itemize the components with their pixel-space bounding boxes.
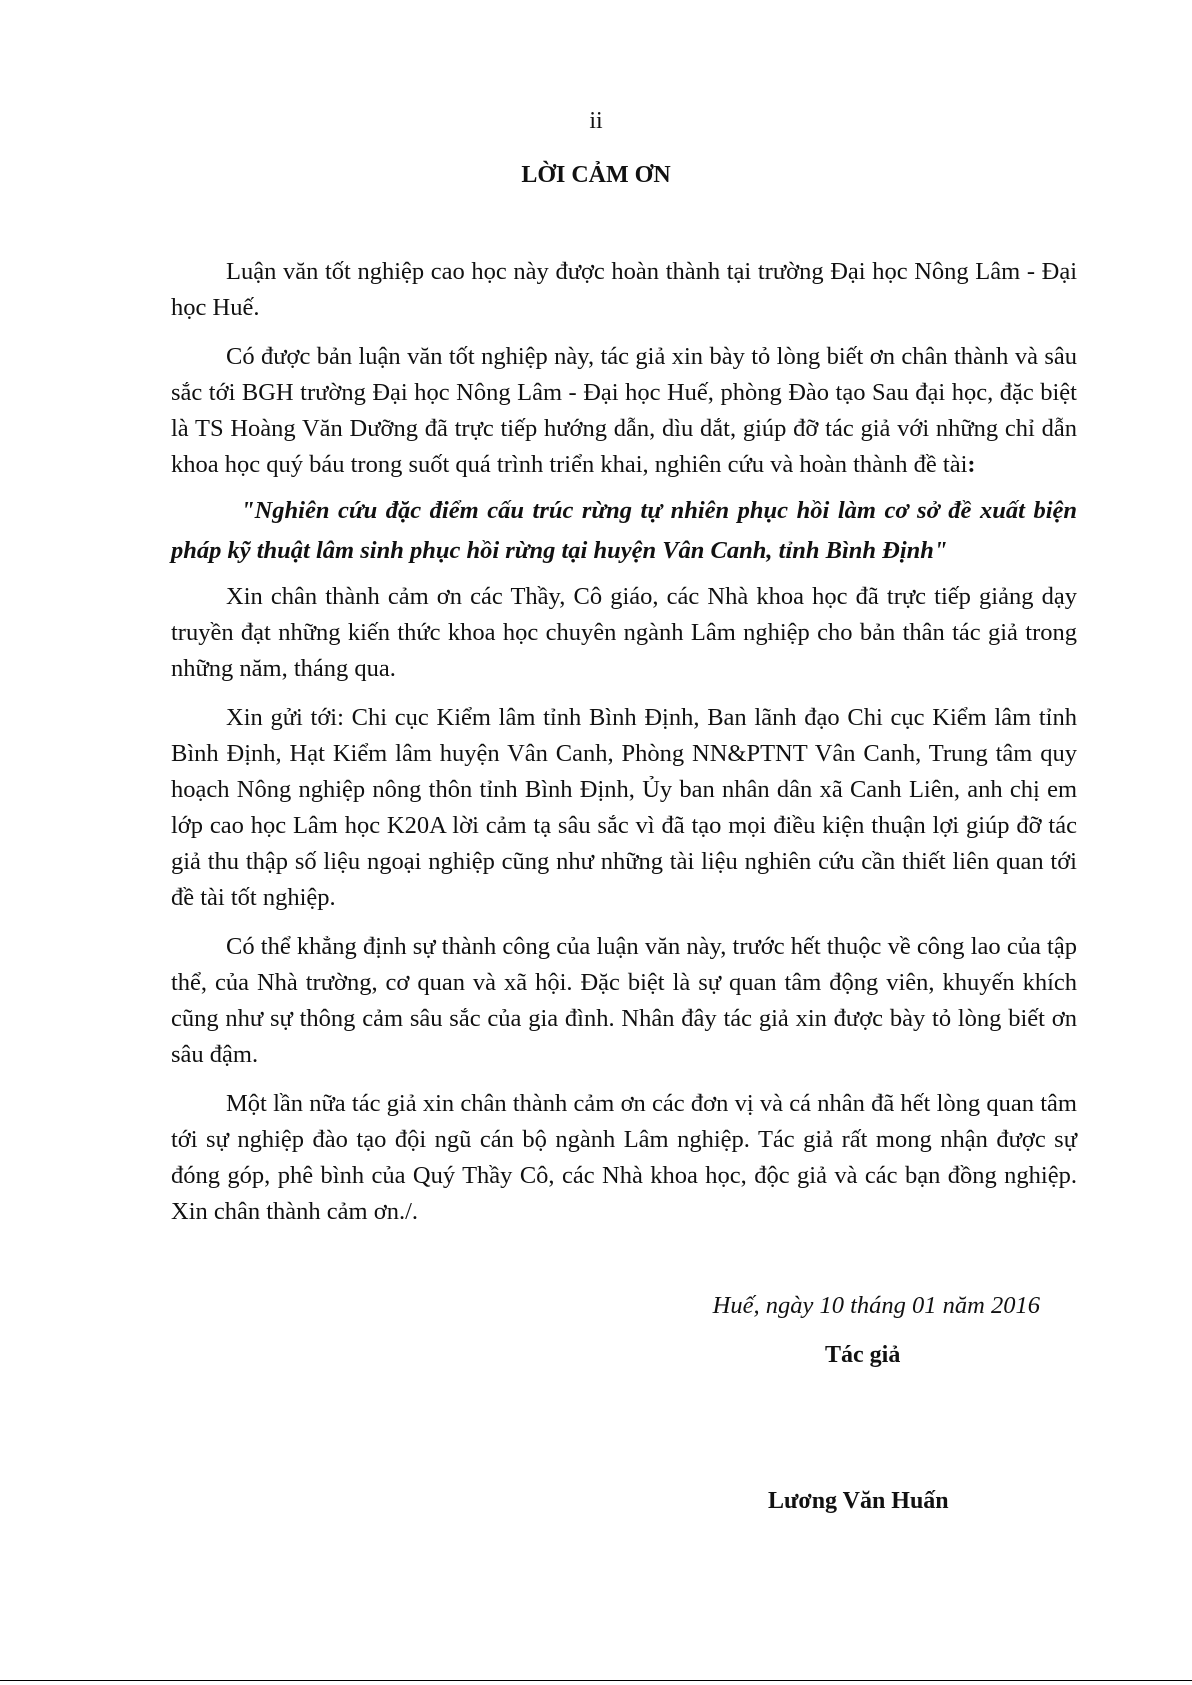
acknowledgement-body [171, 254, 1077, 1243]
paragraph-thanks-teachers: Xin chân thành cảm ơn các Thầy, Cô giáo, các Nhà khoa học đã trực tiếp giảng dạy truyền đạt những kiến thức khoa học chuyên ngành Lâm nghiệp cho bản thân tác giả trong những năm, tháng qua. [171, 583, 1077, 682]
paragraph-gratitude-colon: : [967, 451, 976, 478]
page-number: ii [589, 108, 603, 134]
author-name: Lương Văn Huấn [768, 1488, 949, 1514]
paragraph-thanks-family: Có thể khẳng định sự thành công của luận văn này, trước hết thuộc về công lao của tập thể, của Nhà trường, cơ quan và xã hội. Đặc biệt là sự quan tâm động viên, khuyến khích cũng như sự thông cảm sâu sắc của gia đình. Nhân đây tác giả xin được bày tỏ lòng biết ơn sâu đậm. [171, 933, 1077, 1068]
signature-date: Huế, ngày 10 tháng 01 năm 2016 [712, 1292, 1040, 1319]
paragraph-gratitude-supervisor [171, 339, 1077, 483]
paragraph-completion: Luận văn tốt nghiệp cao học này được hoàn thành tại trường Đại học Nông Lâm - Đại học Huế. [171, 258, 1077, 321]
paragraph-gratitude-text: Có được bản luận văn tốt nghiệp này, tác giả xin bày tỏ lòng biết ơn chân thành và sâu sắc tới BGH trường Đại học Nông Lâm - Đại học Huế, phòng Đào tạo Sau đại học, đặc biệt là TS Hoàng Văn Dưỡng đã trực tiếp hướng dẫn, dìu dắt, giúp đỡ tác giả với những chỉ dẫn khoa học quý báu trong suốt quá trình triển khai, nghiên cứu và hoàn thành đề tài [171, 343, 1077, 478]
paragraph-closing: Một lần nữa tác giả xin chân thành cảm ơn các đơn vị và cá nhân đã hết lòng quan tâm tới sự nghiệp đào tạo đội ngũ cán bộ ngành Lâm nghiệp. Tác giả rất mong nhận được sự đóng góp, phê bình của Quý Thầy Cô, các Nhà khoa học, độc giả và các bạn đồng nghiệp. Xin chân thành cảm ơn./. [171, 1090, 1077, 1225]
thesis-title-quote: "Nghiên cứu đặc điểm cấu trúc rừng tự nhiên phục hồi làm cơ sở đề xuất biện pháp kỹ thuật lâm sinh phục hồi rừng tại huyện Vân Canh, tỉnh Bình Định" [171, 497, 1077, 564]
page-title: LỜI CẢM ƠN [521, 162, 671, 188]
paragraph-thanks-organizations: Xin gửi tới: Chi cục Kiểm lâm tỉnh Bình Định, Ban lãnh đạo Chi cục Kiểm lâm tỉnh Bình Định, Hạt Kiểm lâm huyện Vân Canh, Phòng NN&PTNT Vân Canh, Trung tâm quy hoạch Nông nghiệp nông thôn tỉnh Bình Định, Ủy ban nhân dân xã Canh Liên, anh chị em lớp cao học Lâm học K20A lời cảm tạ sâu sắc vì đã tạo mọi điều kiện thuận lợi giúp đỡ tác giả thu thập số liệu ngoại nghiệp cũng như những tài liệu nghiên cứu cần thiết liên quan tới đề tài tốt nghiệp. [171, 704, 1077, 911]
signature-label: Tác giả [825, 1342, 901, 1368]
page-bottom-divider [0, 1680, 1192, 1681]
